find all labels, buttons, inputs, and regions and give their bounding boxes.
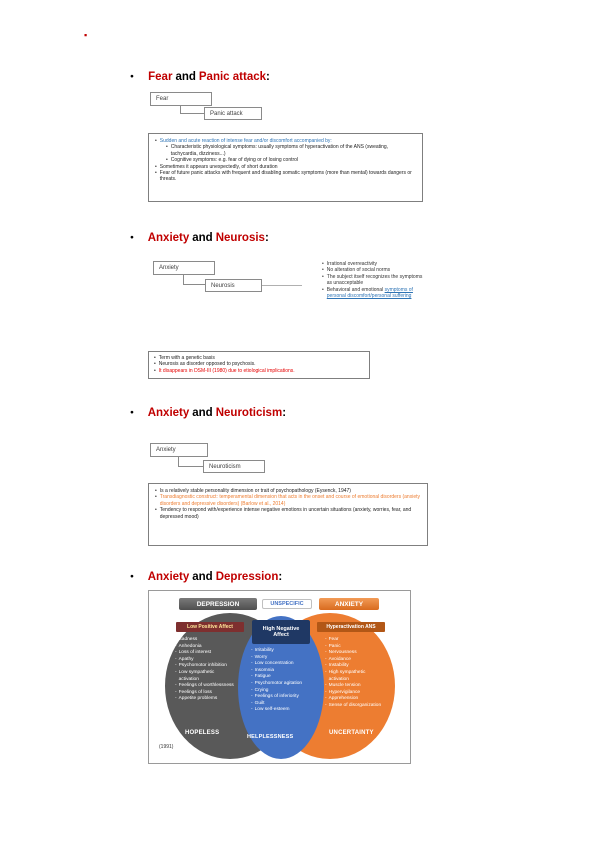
shared-symptom-list: - Irritability - Worry - Low concentration - Insomnia - Fatigue - Psychomotor agitation - Crying - Feelings of inferiority - Guilt - Low self-esteem <box>251 648 311 714</box>
note-line: • Fear of future panic attacks with frequent and disabling somatic symptoms (more than mental) towards dangers or threats. <box>155 170 416 183</box>
diagram-box-fear-label: Fear <box>156 96 169 102</box>
section-heading-anxiety-neuroticism <box>130 407 286 419</box>
diagram-box-anxiety-2-label: Anxiety <box>156 447 176 453</box>
heading-term-2: Panic attack <box>198 71 267 83</box>
hopeless-label: HOPELESS <box>185 730 220 736</box>
list-item: • No alteration of social norms <box>322 267 424 273</box>
heading-colon: : <box>282 407 287 419</box>
heading-colon: : <box>266 71 270 83</box>
diagram-box-neurosis-label: Neurosis <box>211 282 235 289</box>
note-line: • Sudden and acute reaction of intense fear and/or discomfort accompanied by: <box>155 138 416 144</box>
connector-line <box>183 284 205 285</box>
note-line: • Neurosis as disorder opposed to psychosis. <box>154 361 364 367</box>
uncertainty-label: UNCERTAINTY <box>329 730 374 736</box>
heading-conjunction: and <box>192 407 213 419</box>
note-line: • It disappears in DSM-III (1980) due to etiological implications. <box>154 368 364 374</box>
diagram-box-anxiety-2 <box>150 443 208 457</box>
heading-conjunction: and <box>175 71 196 83</box>
diagram-box-fear <box>150 92 212 106</box>
list-item: • The subject itself recognizes the symptoms as unacceptable <box>322 274 424 287</box>
note-line: • Is a relatively stable personality dimension or trait of psychopathology (Eysenck, 1947) <box>155 488 421 494</box>
page-corner-mark: ▪ <box>84 30 88 40</box>
depression-symptom-list: - Sadness - Anhedonia - Loss of interest - Apathy - Psychomotor inhibition - Low sympathetic activation - Feelings of worthlessness - Feelings of loss - Appetite problems <box>175 637 235 703</box>
diagram-box-neurosis <box>205 279 262 292</box>
heading-term-1: Anxiety <box>147 232 190 244</box>
heading-term-2: Depression <box>215 571 279 583</box>
note-line: • Sometimes it appears unexpectedly, of short duration <box>155 164 416 170</box>
anxiety-header: ANXIETY <box>319 598 379 610</box>
heading-colon: : <box>264 232 269 244</box>
figure-citation: (1991) <box>159 744 174 750</box>
heading-term-2: Neurosis <box>215 232 265 244</box>
hyperactivation-ans-label: Hyperactivation ANS <box>317 622 385 632</box>
note-line: • Cognitive symptoms: e.g. fear of dying or of losing control <box>155 157 416 163</box>
list-item: • Irrational overreactivity <box>322 261 424 267</box>
connector-line <box>262 285 302 286</box>
helplessness-label: HELPLESSNESS <box>247 734 294 740</box>
diagram-box-neuroticism-label: Neuroticism <box>209 463 241 470</box>
diagram-box-neuroticism <box>203 460 265 473</box>
heading-term-1: Anxiety <box>147 571 190 583</box>
heading-conjunction: and <box>192 232 213 244</box>
neuroticism-notes-box <box>148 483 428 546</box>
note-line: • Term with a genetic basis <box>154 355 364 361</box>
list-item: • Behavioral and emotional symptoms of personal discomfort/personal suffering <box>322 287 424 300</box>
high-negative-affect-label: High Negative Affect <box>252 620 310 644</box>
heading-term-1: Anxiety <box>147 407 190 419</box>
unspecific-label: UNSPECIFIC <box>262 599 312 609</box>
note-line: • Transdiagnostic construct: temperamental dimension that acts in the onset and course of emotional disorders (anxiety disorders and depressive disorders) (Barlow et al., 2014) <box>155 494 421 507</box>
depression-header: DEPRESSION <box>179 598 257 610</box>
diagram-box-anxiety <box>153 261 215 275</box>
section-heading-fear-panic <box>130 71 270 83</box>
heading-colon: : <box>278 571 283 583</box>
connector-line <box>178 466 203 467</box>
neurosis-feature-list <box>322 261 424 299</box>
section-heading-anxiety-neurosis <box>130 232 269 244</box>
heading-term-2: Neuroticism <box>215 407 283 419</box>
heading-conjunction: and <box>192 571 213 583</box>
diagram-box-panic-attack <box>204 107 262 120</box>
heading-term-1: Fear <box>148 71 173 83</box>
note-line: • Characteristic physiological symptoms: usually symptoms of hyperactivation of the ANS (sweating, tachycardia, dizziness...) <box>155 144 416 157</box>
panic-attack-notes-box <box>148 133 423 202</box>
tripartite-model-figure <box>148 590 411 764</box>
low-positive-affect-label: Low Positive Affect <box>176 622 244 632</box>
anxiety-symptom-list: - Fear - Panic - Nervousness - Avoidance - Instability - High sympathetic activation - Muscle tension - Hypervigilance - Apprehension - Sense of disorganization <box>325 637 383 710</box>
connector-line <box>180 113 204 114</box>
highlighted-phrase: symptoms of personal discomfort/personal suffering <box>326 286 413 300</box>
diagram-box-anxiety-label: Anxiety <box>159 265 179 271</box>
section-heading-anxiety-depression <box>130 571 282 583</box>
note-line: • Tendency to respond with/experience intense negative emotions in uncertain situations (anxiety, worries, fear, and depressed mood) <box>155 507 421 520</box>
diagram-box-panic-attack-label: Panic attack <box>210 110 243 117</box>
neurosis-notes-box <box>148 351 370 379</box>
